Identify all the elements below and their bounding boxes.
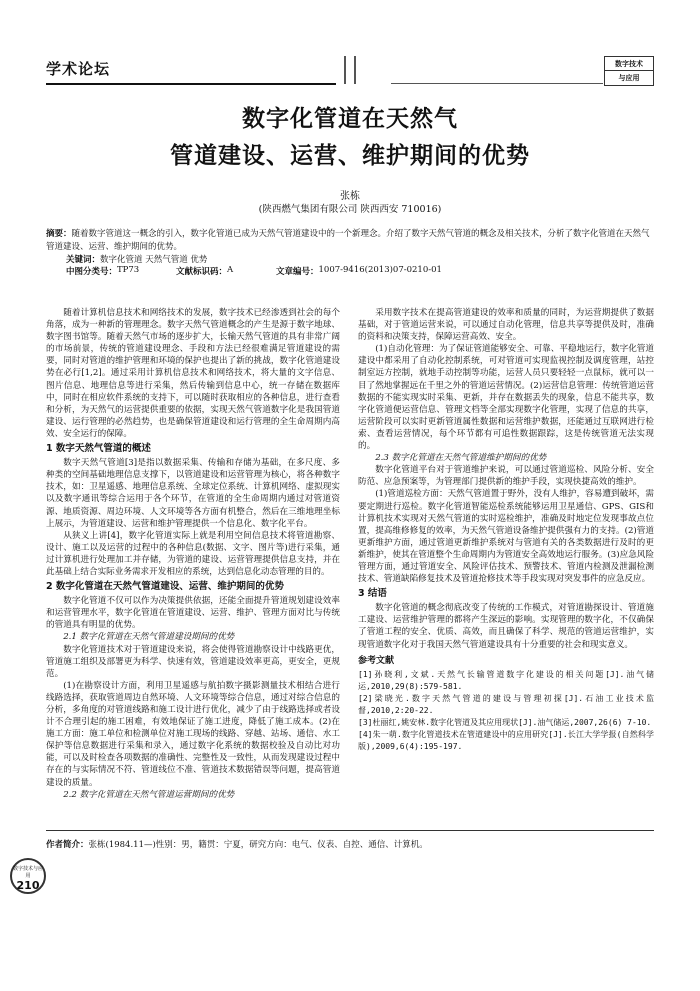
clc-field [66, 265, 140, 277]
author-name: 张栋 [340, 191, 360, 202]
page-number-badge [10, 858, 46, 894]
paragraph: (1)管道巡检方面：天然气管道置于野外，没有人维护，容易遭到破坏，需要定期进行巡检。数字化管道智能巡检系统能够运用卫星通信、GPS、GIS和计算机技术实现对天然气管道的实时巡检维护，准确及时地定位发现事故点位置，提高维修修复的效率，为天然气管道设备维护提供强有力的支持。(2)管道更新维护方面，通过管道更新维护系统对与管道有关的各类数据进行及时的更新维护，使其在管道整个生命周期内为管道安全高效地运行服务。(3)应急风险管理方面，通过管道安全、风险评估技术、预警技术、管道内检测及泄漏检测技术、管道缺陷修复技术及管道抢修技术等手段实现对突发事件的应急反应。 [358, 489, 654, 585]
logo-bottom-text: 与应用 [618, 73, 640, 82]
reference-item: [3]杜丽红,姚安林.数字化管道及其应用现状[J].油气储运,2007,26(6) 7-10. [358, 717, 652, 727]
badge-journal-text: 数字技术与应用 [12, 866, 43, 879]
page-number: 210 [16, 879, 40, 892]
clc-label: 中图分类号： [66, 267, 118, 277]
journal-logo [604, 56, 654, 86]
paragraph: 从狭义上讲[4]，数字化管道实际上就是利用空间信息技术将管道勘察、设计、施工以及运营的过程中的各种信息(数据、文字、图片等)进行采集，通过计算机进行处理加工并存储，为管道的建设、运营管理提供信息支持，并在此基础上结合实际业务需求开发相应的系统，达到信息化动态管理的目的。 [46, 530, 340, 577]
paragraph: 数字化管道平台对于管道维护来说，可以通过管道巡检、风险分析、安全防范、应急预案等，为管理部门提供新的维护手段，实现快捷高效的维护。 [358, 465, 654, 488]
header-divider-bars [342, 56, 382, 84]
clc-value: TP73 [117, 265, 140, 275]
left-column [46, 307, 340, 801]
article-id-field [276, 265, 442, 277]
reference-item: [4]朱一萌.数字化管道技术在管道建设中的应用研究[J].长江大学学报(自然科学版),2009,6(4):195-197. [358, 729, 654, 751]
section-heading-1: 1 数字天然气管道的概述 [46, 443, 151, 455]
author-affiliation: (陕西燃气集团有限公司 陕西西安 710016) [258, 204, 442, 215]
keywords-text: 数字化管道 天然气管道 优势 [100, 255, 208, 265]
article-id-value: 1007-9416(2013)07-0210-01 [318, 265, 442, 275]
paragraph: 数字化管道的概念彻底改变了传统的工作模式，对管道勘探设计、管道施工建设、运营维护管理的都将产生深远的影响。实现管理的数字化，不仅确保了管道工程的安全、优质、高效，而且确保了科学、规范的管道运营维护，实现管道数字化对于我国天然气管道建设具有十分重要的社会和现实意义。 [358, 603, 654, 650]
subsection-heading-2-2: 2.2 数字化管道在天然气管道运营期间的优势 [63, 789, 235, 800]
doc-code-label: 文献标识码： [176, 267, 228, 277]
reference-item: [2]梁晓光.数字天然气管道的建设与管理初探[J].石油工业技术监督,2010,2:20-22. [358, 693, 654, 715]
keywords-label: 关键词： [66, 255, 101, 265]
classification-row [66, 265, 626, 278]
article-id-label: 文章编号： [276, 267, 319, 277]
references-title: 参考文献 [358, 655, 395, 666]
paragraph: 数字化管道不仅可以作为决策提供依据，还能全面提升管道规划建设效率和运营管理水平，数字化管道在管道建设、运营、维护、管理方面对比与传统的管道具有明显的优势。 [46, 596, 340, 631]
abstract-line [46, 228, 658, 254]
section-title: 学术论坛 [46, 60, 111, 78]
logo-top-text: 数字技术 [605, 57, 653, 71]
paragraph: (1)自动化管理：为了保证管道能够安全、可靠、平稳地运行，数字化管道建设中都采用了自动化控制系统，可对管道可实现监视控制及调度管理，站控制室远方控制，就地手动控制等功能，运营人员只要轻轻一点鼠标，就可以一目了然地掌握远在千里之外的管道运营情况。(2)运营信息管理：传统管道运营数据的不能实现实时采集、更新，并存在数据丢失的现象，信息不能共享，数字化管道便运营信息、管理文档等全部实现数字化管理，实现了信息的共享，运营阶段可以实时更新管道属性数据和运营维护数据，还能通过互联网进行检索、查看运营情况，每个环节都有可追性数据跟踪，这是传统管道无法实现的。 [358, 344, 654, 452]
footnote-rule [46, 830, 654, 831]
subsection-heading-2-1: 2.1 数字化管道在天然气管道建设期间的优势 [63, 632, 235, 643]
journal-header [46, 56, 654, 88]
abstract-text: 随着数字管道这一概念的引入，数字化管道已成为天然气管道建设中的一个新理念。介绍了数字天然气管道的概念及相关技术，分析了数字化管道在天然气管道建设、运营、维护期间的优势。 [46, 229, 650, 252]
paragraph: 数字化管道技术对于管道建设来说，将会使得管道勘察设计中线路更优，管道施工组织及部署更为科学、快速有效，管道建设效率更高，更安全，更规范。 [46, 644, 340, 679]
abstract-label: 摘要： [46, 229, 72, 239]
section-heading-3: 3 结语 [358, 588, 387, 600]
footnote-text: 张栋(1984.11—)性别：男，籍贯：宁夏，研究方向：电气、仪表、自控、通信、计算机。 [88, 840, 428, 850]
subsection-heading-2-3: 2.3 数字化管道在天然气管道维护期间的优势 [375, 453, 547, 464]
author-footnote [46, 838, 654, 850]
article-title-line1: 数字化管道在天然气 [242, 105, 458, 132]
reference-item: [1]孙晓利,文斌.天然气长输管道数字化建设的相关问题[J].油气储运,2010,29(8):579-581. [358, 669, 654, 691]
paragraph: (1)在勘察设计方面，利用卫星遥感与航拍数字摄影测量技术相结合进行线路选择，获取管道周边自然环境、人文环境等综合信息，通过对综合信息的分析，多角度的对管道线路和施工设计进行优化，减少了由于线路选择或者设计不合理引起的施工困难，有效地保证了施工进度，降低了施工成本。(2)在施工方面：施工单位和检测单位对施工现场的线路、穿越、站场、通信、水工保护等信息数据进行采集和录入，通过数字化系统的数据校验及自动比对功能，可以及时检查各项数据的准确性、完整性及一致性，从而发现建设过程中存在的与实际情况不符、管道线位不准、管道技术数据错误等问题，提高管道建设的质量。 [46, 680, 340, 788]
paragraph: 采用数字技术在提高管道建设的效率和质量的同时，为运营期提供了数据基础，对于管道运营来说，可以通过自动化管理，信息共享等提供及时，准确的资料和决策支持，保障运营高效、安全。 [358, 308, 654, 343]
right-column [358, 307, 654, 753]
header-rule [46, 83, 336, 85]
doc-code-field [176, 265, 234, 277]
doc-code-value: A [227, 265, 234, 275]
section-heading-2: 2 数字化管道在天然气管道建设、运营、维护期间的优势 [46, 581, 284, 593]
header-rule-right [391, 83, 603, 84]
paragraph: 数字天然气管道[3]是指以数据采集、传输和存储为基础，在多尺度、多种类的空间基础地理信息支撑下，以管道建设和运营管理为核心，将各种数字技术，如：卫星遥感、地理信息系统、全球定位系统、计算机网络、虚拟现实以及数字通讯等综合运用于各个环节，在管道的全生命周期内通过对管道资源、地质资源、周边环境、人文环境等各方面有机整合，然后在三维地理坐标上展示，为管道建设、运营和维护管理提供一个信息化、数字化平台。 [46, 458, 340, 529]
intro-paragraph: 随着计算机信息技术和网络技术的发展，数字技术已经渗透到社会的每个角落，成为一种新的管理理念。数字天然气管道概念的产生是源于数字地球、数字图书馆等。随着天然气市场的逐步扩大，长输天然气管道的具有非常广阔的市场前景，传统的管道建设理念、手段和方法已经很难满足管道建设的需要，同时对管道的维护管理和环境的保护也提出了新的挑战，数字化管道建设势在必行[1,2]。通过采用计算机信息技术和网络技术，将大量的文字信息、图片信息、地理信息等进行采集，然后传输到信息中心，统一存储在数据库中，同时在相应软件系统的支持下，可以随时获取相应的各种信息，进行查看和分析，为天然气的运营提供重要的依据，实现天然气管道数字化是我国管道建设、运行管理的必然趋势，也是确保管道建设和运行管理的全生命周期内高效、安全运行的保障。 [46, 308, 340, 439]
footnote-label: 作者简介： [46, 840, 89, 850]
abstract-block [46, 228, 658, 267]
article-title-line2: 管道建设、运营、维护期间的优势 [170, 142, 530, 169]
